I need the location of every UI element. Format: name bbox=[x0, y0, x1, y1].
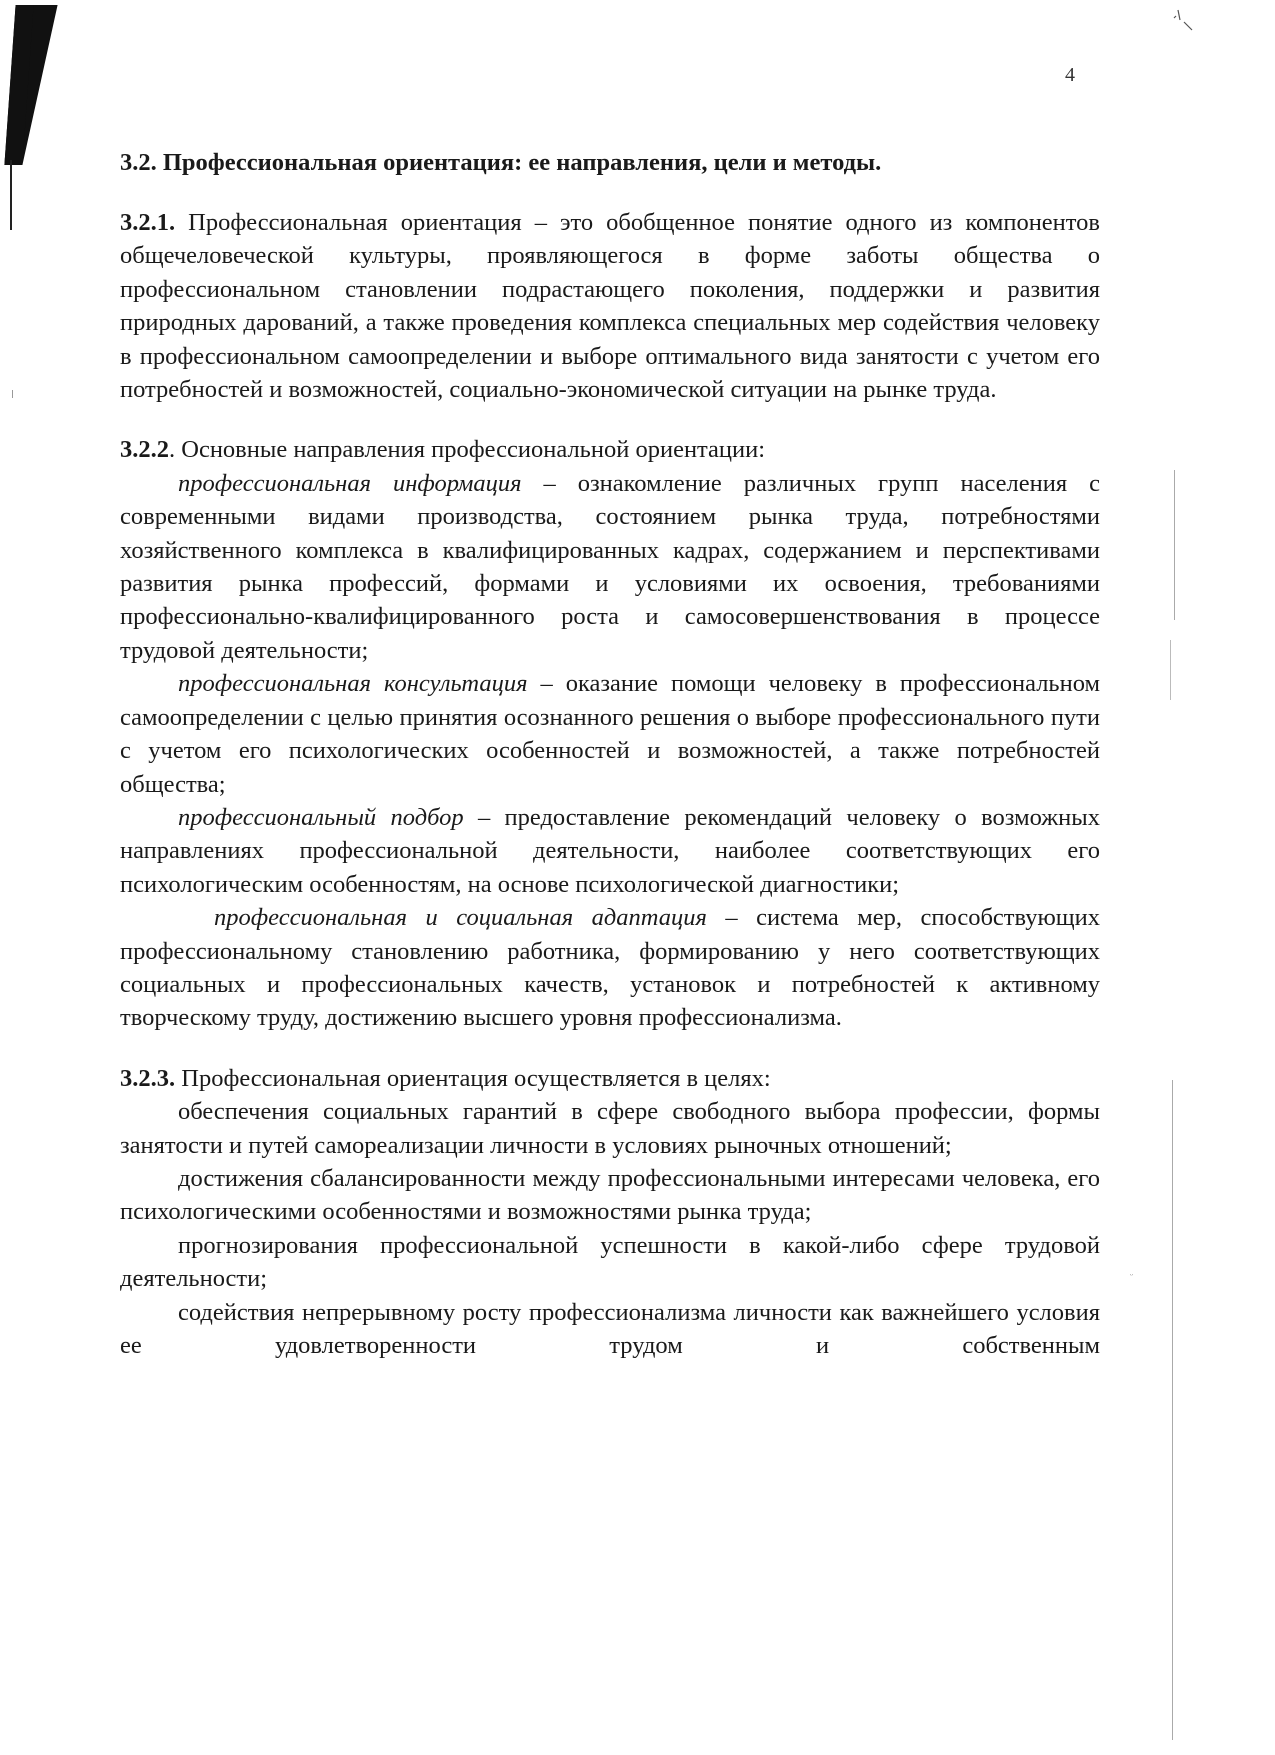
paragraph-3-2-1 bbox=[120, 206, 1100, 406]
direction-term: профессиональная информация bbox=[178, 469, 522, 497]
direction-term: профессиональный подбор bbox=[178, 803, 464, 831]
paragraph-3-2-2-intro bbox=[120, 433, 1100, 466]
document-body bbox=[120, 146, 1100, 1362]
paragraph-text: Профессиональная ориентация – это обобщенное понятие одного из компонентов общечеловеческой культуры, проявляющегося в форме заботы общества о профессиональном становлении подрастающего поколения, поддержки и развития природных дарований, а также проведения комплекса специальных мер содействия человеку в профессиональном самоопределении и выборе оптимального вида занятости с учетом его потребностей и возможностей, социально-экономической ситуации на рынке труда. bbox=[120, 209, 1100, 404]
section-heading: 3.2. Профессиональная ориентация: ее направления, цели и методы. bbox=[120, 149, 882, 176]
goal-item: достижения сбалансированности между профессиональными интересами человека, его психологическими особенностями и возможностями рынка труда; bbox=[120, 1164, 1100, 1226]
paragraph-text: . Основные направления профессиональной ориентации: bbox=[169, 436, 766, 464]
direction-term: профессиональная и социальная адаптация bbox=[214, 904, 707, 932]
section-number: 3.2.2 bbox=[120, 436, 169, 464]
goal-item: прогнозирования профессиональной успешности в какой-либо сфере трудовой деятельности; bbox=[120, 1231, 1100, 1293]
goal-item: содействия непрерывному росту профессионализма личности как важнейшего условия ее удовлетворенности трудом и собственным bbox=[120, 1298, 1100, 1359]
scan-edge-shadow bbox=[4, 5, 57, 165]
paragraph-text: Профессиональная ориентация осуществляется в целях: bbox=[175, 1064, 771, 1092]
goal-item: обеспечения социальных гарантий в сфере свободного выбора профессии, формы занятости и путей самореализации личности в условиях рыночных отношений; bbox=[120, 1098, 1100, 1159]
scan-margin-line bbox=[1174, 470, 1175, 620]
scan-speck: ᵕ bbox=[1130, 1270, 1133, 1281]
scan-margin-line bbox=[1172, 1080, 1173, 1740]
section-number: 3.2.3. bbox=[120, 1064, 176, 1092]
paragraph-3-2-3-intro bbox=[120, 1062, 1100, 1095]
scan-corner-specks bbox=[1170, 6, 1210, 36]
direction-text: – оказание помощи человеку в профессиональном самоопределении с целью принятия осознанного решения о выборе профессионального пути с учетом его психологических особенностей и возможностей, а также потребностей общества; bbox=[120, 670, 1101, 798]
direction-item bbox=[120, 901, 1100, 1035]
direction-term: профессиональная консультация bbox=[178, 670, 528, 698]
scan-speck bbox=[12, 390, 13, 398]
direction-text: – ознакомление различных групп населения с современными видами производства, состоянием рынка труда, потребностями хозяйственного комплекса в квалифицированных кадрах, содержанием и перспективами развития рынка профессий, формами и условиями их освоения, требованиями профессионально-квалифицированного роста и самосовершенствования в процессе трудовой деятельности; bbox=[120, 469, 1100, 664]
scan-edge-streak bbox=[10, 160, 12, 230]
direction-text: – система мер, способствующих профессиональному становлению работника, формированию у него соответствующих социальных и профессиональных качеств, установок и потребностей к активному творческому труду, достижению высшего уровня профессионализма. bbox=[120, 904, 1100, 1032]
direction-item bbox=[120, 467, 1100, 667]
direction-item bbox=[120, 667, 1100, 801]
scan-margin-line bbox=[1170, 640, 1171, 700]
direction-text: – предоставление рекомендаций человеку о возможных направлениях профессиональной деятельности, наиболее соответствующих его психологическим особенностям, на основе психологической диагностики; bbox=[120, 803, 1100, 898]
direction-item bbox=[120, 801, 1100, 901]
page-number: 4 bbox=[1065, 64, 1075, 86]
section-number: 3.2.1. bbox=[120, 209, 176, 236]
